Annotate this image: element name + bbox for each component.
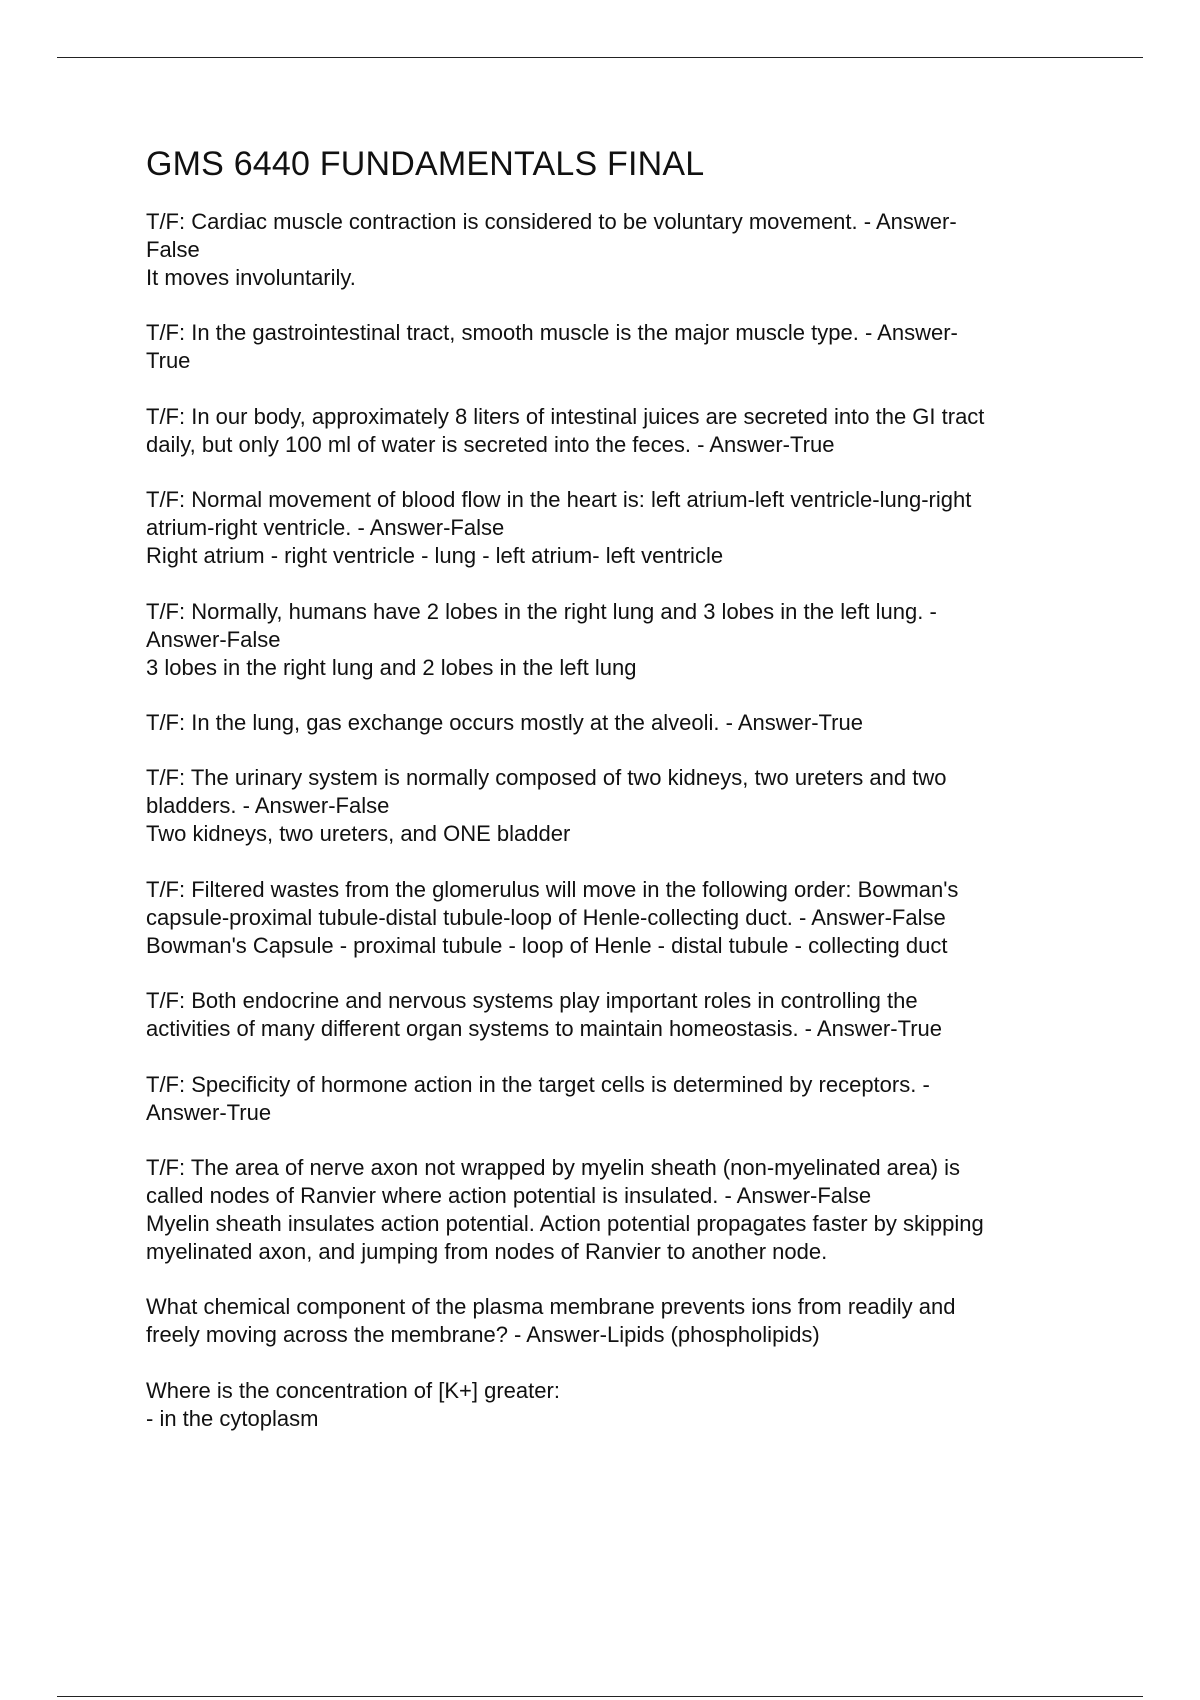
entry-line: bladders. - Answer-False [146, 793, 390, 819]
top-rule [57, 57, 1143, 58]
entry-line: daily, but only 100 ml of water is secreted into the feces. - Answer-True [146, 431, 835, 457]
question-entry [146, 876, 1076, 960]
entry-line: Where is the concentration of [K+] greater: [146, 1377, 560, 1403]
question-entry [146, 1071, 1076, 1127]
entry-line: Myelin sheath insulates action potential. Action potential propagates faster by skipping [146, 1210, 984, 1236]
entry-line: T/F: Normally, humans have 2 lobes in the right lung and 3 lobes in the left lung. - [146, 598, 937, 624]
entry-line: False [146, 237, 200, 262]
entry-line: activities of many different organ systems to maintain homeostasis. - Answer-True [146, 1016, 942, 1042]
entry-line: True [146, 348, 191, 374]
entry-line: Bowman's Capsule - proximal tubule - loop of Henle - distal tubule - collecting duct [146, 932, 948, 958]
entry-line: Right atrium - right ventricle - lung - left atrium- left ventricle [146, 543, 724, 569]
question-entry [146, 1293, 1076, 1349]
entry-line: T/F: In our body, approximately 8 liters of intestinal juices are secreted into the GI tract [146, 403, 985, 429]
entry-line: Answer-False [146, 626, 281, 652]
question-entry [146, 403, 1076, 459]
document-body [146, 142, 1076, 1460]
entry-line: 3 lobes in the right lung and 2 lobes in the left lung [146, 654, 637, 680]
entry-line: atrium-right ventricle. - Answer-False [146, 515, 505, 541]
entry-line: T/F: Normal movement of blood flow in the heart is: left atrium-left ventricle-lung-right [146, 487, 972, 513]
question-entry [146, 486, 1076, 570]
question-entry [146, 1377, 1076, 1433]
question-entry [146, 208, 1076, 292]
entry-line: T/F: The area of nerve axon not wrapped by myelin sheath (non-myelinated area) is [146, 1154, 961, 1180]
entry-line: T/F: Both endocrine and nervous systems play important roles in controlling the [146, 988, 918, 1014]
entry-line: myelinated axon, and jumping from nodes of Ranvier to another node. [146, 1238, 828, 1264]
entry-line: capsule-proximal tubule-distal tubule-loop of Henle-collecting duct. - Answer-False [146, 904, 946, 930]
document-title: GMS 6440 FUNDAMENTALS FINAL [146, 145, 705, 183]
question-entry [146, 987, 1076, 1043]
question-list [146, 208, 1076, 1433]
entry-line: T/F: Cardiac muscle contraction is considered to be voluntary movement. - Answer- [146, 209, 957, 234]
bottom-rule [57, 1696, 1143, 1697]
entry-line: Two kidneys, two ureters, and ONE bladder [146, 821, 571, 847]
entry-line: Answer-True [146, 1099, 272, 1125]
entry-line: - in the cytoplasm [146, 1405, 319, 1431]
entry-line: What chemical component of the plasma membrane prevents ions from readily and [146, 1294, 956, 1320]
entry-line: T/F: The urinary system is normally composed of two kidneys, two ureters and two [146, 765, 947, 791]
question-entry [146, 764, 1076, 848]
entry-line: freely moving across the membrane? - Answer-Lipids (phospholipids) [146, 1322, 820, 1348]
entry-line: T/F: Filtered wastes from the glomerulus will move in the following order: Bowman's [146, 876, 959, 902]
question-entry [146, 1154, 1076, 1266]
entry-line: T/F: In the lung, gas exchange occurs mostly at the alveoli. - Answer-True [146, 709, 863, 735]
question-entry [146, 709, 1076, 737]
entry-line: T/F: In the gastrointestinal tract, smooth muscle is the major muscle type. - Answer- [146, 320, 958, 346]
question-entry [146, 598, 1076, 682]
entry-line: It moves involuntarily. [146, 265, 356, 290]
entry-line: T/F: Specificity of hormone action in the target cells is determined by receptors. - [146, 1071, 930, 1097]
question-entry [146, 319, 1076, 375]
entry-line: called nodes of Ranvier where action potential is insulated. - Answer-False [146, 1182, 872, 1208]
